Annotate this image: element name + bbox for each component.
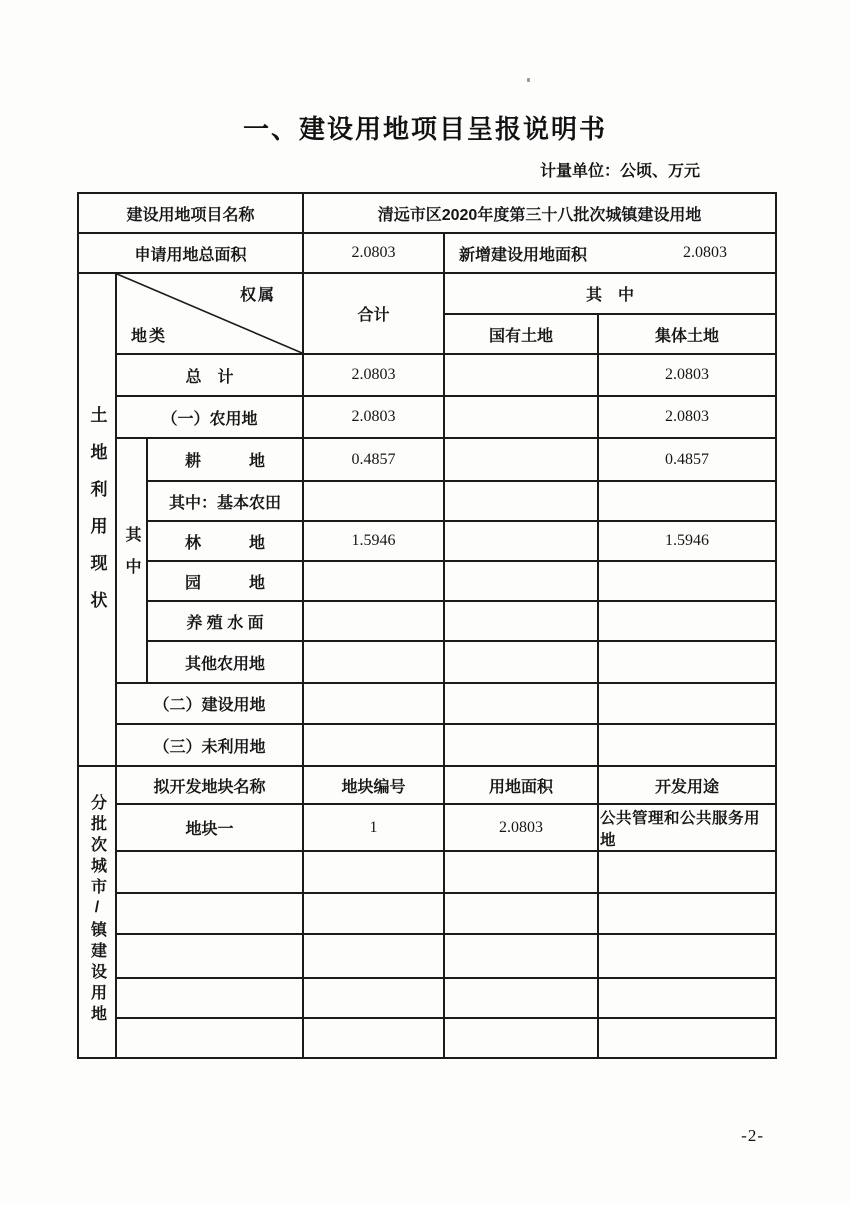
plots-header-row: [78, 766, 776, 804]
applied-area-label-cell: 申请用地总面积: [78, 233, 303, 273]
land-row-total-value: [303, 724, 444, 766]
land-row-total-value: 0.4857: [303, 438, 444, 481]
plot-number-cell: [303, 851, 444, 893]
plot-row: [78, 804, 776, 851]
land-row-unused: [78, 724, 776, 766]
plot-name-cell: [116, 978, 303, 1018]
new-area-label: 新增建设用地面积: [459, 246, 588, 264]
plot-area-cell: [444, 851, 598, 893]
land-row-state-value: [444, 481, 598, 521]
plots-section-cell: [78, 766, 116, 1058]
plot-purpose-cell: [598, 893, 776, 934]
land-row-basic-farmland: [78, 481, 776, 521]
plot-area-cell: 2.0803: [444, 804, 598, 851]
plot-name-cell: [116, 851, 303, 893]
plot-name-cell: [116, 934, 303, 978]
ownership-header: 权属: [240, 287, 277, 304]
land-row-state-value: [444, 683, 598, 724]
plot-number-cell: [303, 893, 444, 934]
land-row-label: 其中：基本农田: [147, 481, 303, 521]
plot-area-header: 用地面积: [444, 766, 598, 804]
land-row-construction: [78, 683, 776, 724]
plot-number-cell: 1: [303, 804, 444, 851]
plot-purpose-header: 开发用途: [598, 766, 776, 804]
plot-number-cell: [303, 1018, 444, 1058]
land-row-state-value: [444, 724, 598, 766]
land-row-cultivated: [78, 438, 776, 481]
land-row-collective-value: 2.0803: [598, 354, 776, 396]
land-row-collective-value: 2.0803: [598, 396, 776, 438]
land-row-state-value: [444, 601, 598, 641]
plot-number-cell: [303, 934, 444, 978]
project-name-label-cell: 建设用地项目名称: [78, 193, 303, 233]
land-row-state-value: [444, 561, 598, 601]
land-row-total-value: 1.5946: [303, 521, 444, 561]
among-column-header: 其 中: [444, 273, 776, 314]
land-row-label: 总 计: [116, 354, 303, 396]
land-row-collective-value: 0.4857: [598, 438, 776, 481]
land-row-total-value: 2.0803: [303, 354, 444, 396]
land-row-aquaculture: [78, 601, 776, 641]
plot-name-header: 拟开发地块名称: [116, 766, 303, 804]
plot-purpose-cell: [598, 978, 776, 1018]
among-vertical-label: 其中: [123, 526, 140, 590]
land-row-total-value: [303, 641, 444, 683]
land-row-collective-value: [598, 481, 776, 521]
land-row-state-value: [444, 438, 598, 481]
plot-number-cell: [303, 978, 444, 1018]
page-number: -2-: [741, 1126, 764, 1145]
land-row-forest: [78, 521, 776, 561]
plot-name-cell: [116, 1018, 303, 1058]
land-use-section-cell: [78, 273, 116, 766]
new-area-value: 2.0803: [683, 244, 728, 261]
land-row-state-value: [444, 521, 598, 561]
project-name-row: [78, 193, 776, 233]
plot-area-cell: [444, 934, 598, 978]
diagonal-header-cell: [116, 273, 303, 354]
collective-column-header: 集体土地: [598, 314, 776, 354]
land-row-state-value: [444, 354, 598, 396]
scan-artifact-dot: [527, 78, 530, 82]
land-row-total-value: [303, 561, 444, 601]
land-row-collective-value: [598, 641, 776, 683]
plot-area-cell: [444, 1018, 598, 1058]
land-row-collective-value: [598, 601, 776, 641]
land-row-collective-value: [598, 724, 776, 766]
plot-purpose-cell: [598, 851, 776, 893]
land-row-total-value: [303, 683, 444, 724]
land-row-collective-value: [598, 683, 776, 724]
plot-row: [78, 851, 776, 893]
plot-area-cell: [444, 978, 598, 1018]
report-table: [77, 192, 777, 1059]
plot-name-cell: [116, 893, 303, 934]
land-row-label: （一）农用地: [116, 396, 303, 438]
land-row-label: 林 地: [147, 521, 303, 561]
plot-row: [78, 934, 776, 978]
land-row-label: 其他农用地: [147, 641, 303, 683]
page-title: 一、建设用地项目呈报说明书: [242, 114, 607, 144]
plot-row: [78, 978, 776, 1018]
applied-area-row: [78, 233, 776, 273]
applied-area-value-cell: 2.0803: [303, 233, 444, 273]
plot-purpose-cell: [598, 1018, 776, 1058]
plot-number-header: 地块编号: [303, 766, 444, 804]
land-row-label: 养 殖 水 面: [147, 601, 303, 641]
land-row-label: 耕 地: [147, 438, 303, 481]
land-row-label: 园 地: [147, 561, 303, 601]
land-row-total-value: [303, 601, 444, 641]
unit-note: 计量单位：公顷、万元: [539, 163, 700, 180]
land-row-farmland: [78, 396, 776, 438]
new-area-cell: [444, 233, 776, 273]
land-row-total-value: 2.0803: [303, 396, 444, 438]
land-row-total-value: [303, 481, 444, 521]
total-column-header: 合计: [303, 273, 444, 354]
plot-area-cell: [444, 893, 598, 934]
land-row-total: [78, 354, 776, 396]
plot-name-cell: 地块一: [116, 804, 303, 851]
project-name-value-cell: 清远市区2020年度第三十八批次城镇建设用地: [303, 193, 776, 233]
land-row-garden: [78, 561, 776, 601]
land-use-header-row-1: [78, 273, 776, 314]
land-row-label: （二）建设用地: [116, 683, 303, 724]
land-row-state-value: [444, 396, 598, 438]
plot-purpose-cell: [598, 934, 776, 978]
land-row-collective-value: 1.5946: [598, 521, 776, 561]
plot-purpose-cell: 公共管理和公共服务用地: [598, 804, 776, 851]
plots-vertical-label: 分批次城市/镇建设用地: [88, 793, 106, 1026]
plot-row: [78, 893, 776, 934]
land-type-header: 地类: [131, 328, 168, 345]
plot-row: [78, 1018, 776, 1058]
state-owned-column-header: 国有土地: [444, 314, 598, 354]
land-row-label: （三）未利用地: [116, 724, 303, 766]
land-row-collective-value: [598, 561, 776, 601]
land-row-other-farmland: [78, 641, 776, 683]
land-row-state-value: [444, 641, 598, 683]
land-use-vertical-label: 土地利用现状: [87, 406, 107, 628]
among-group-cell: [116, 438, 147, 683]
